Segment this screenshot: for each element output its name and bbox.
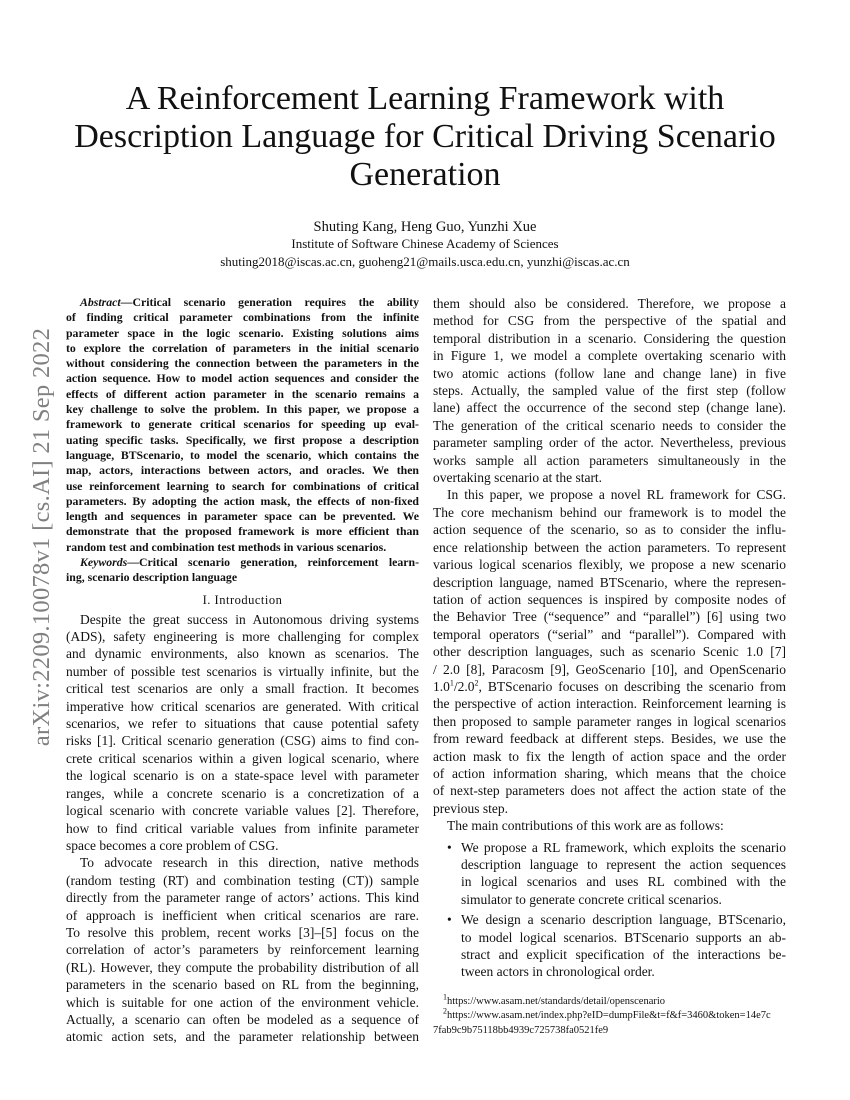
abstract-line: —Critical scenario generation requires the ability	[120, 295, 419, 309]
keywords-line: —Critical scenario generation, reinforcement learn-	[127, 555, 419, 570]
intro-paragraph-2	[66, 854, 419, 1045]
text-line: The generation of the critical scenario needs to consider the	[433, 417, 786, 433]
right-paragraph-2	[433, 486, 786, 817]
text-line: To advocate research in this direction, native methods	[80, 855, 419, 871]
arxiv-watermark: arXiv:2209.10078v1 [cs.AI] 21 Sep 2022	[28, 327, 55, 747]
text-line: ranges, while a concrete scenario is a concretization of a	[66, 785, 419, 801]
text-line: We propose a RL framework, which exploits the scenario	[461, 839, 786, 855]
contributions-list	[433, 839, 786, 981]
footnote-ref-1[interactable]: 1	[449, 678, 454, 688]
text-line: tation of action sequences is inspired by composite nodes of	[433, 591, 786, 607]
abstract-line: effects of different action parameter in the scenario remains a	[66, 386, 419, 401]
keywords-label: Keywords	[80, 555, 128, 570]
text-line: steps. Actually, the sampled value of the first step (follow	[433, 383, 786, 399]
text-line: method for CSG from the perspective of the spatial and	[433, 313, 786, 329]
text-line: in logical scenarios and uses RL combined with the	[461, 874, 786, 890]
list-item	[433, 911, 786, 981]
version-text: 1.0	[433, 678, 450, 694]
text-line: the perspective of action interaction. Reinforcement learning is	[433, 696, 786, 712]
abstract-line: uating specific tasks. Specifically, we first propose a description	[66, 432, 419, 447]
keywords-line: ing, scenario description language	[66, 570, 238, 585]
text-fragment: , BTScenario focuses on describing the scenario from	[478, 678, 786, 694]
text-line: We design a scenario description language, BTScenario,	[461, 912, 786, 928]
title-line: A Reinforcement Learning Framework with	[125, 80, 725, 117]
text-line: risks [1]. Critical scenario generation (CSG) aims to find con-	[66, 733, 419, 749]
text-line: crete critical scenarios within a given logical scenario, where	[66, 750, 419, 766]
text-line: The core mechanism behind our framework is to model the	[433, 504, 786, 520]
text-line: (random testing (RT) and combination testing (CT)) sample	[66, 872, 419, 888]
footnotes	[433, 992, 786, 1039]
text-line: from reward feedback at different steps. Besides, we use the	[433, 731, 786, 747]
text-line: which is suitable for one action of the environment vehicle.	[66, 994, 419, 1010]
abstract-label: Abstract	[80, 295, 121, 309]
author-emails: shuting2018@iscas.ac.cn, guoheng21@mails.usca.edu.cn, yunzhi@iscas.ac.cn	[220, 254, 630, 269]
abstract-line: language, BTScenario, to model the scenario, which contains the	[66, 447, 419, 462]
text-line: previous step.	[433, 800, 508, 816]
right-paragraph-1	[433, 295, 786, 486]
text-line: then proposed to sample parameter ranges in logical scenarios	[433, 713, 786, 729]
abstract-line: random test and combination test methods in various scenarios.	[66, 539, 387, 554]
text-line: the Behavior Tree (“sequence” and “parallel”) [6] using two	[433, 609, 786, 625]
text-line: two atomic actions (follow lane and change lane) in five	[433, 365, 786, 381]
right-column	[433, 295, 786, 1038]
abstract-line: without considering the connection between the parameters in the	[66, 356, 419, 371]
text-line: to model logical scenarios. BTScenario supports an ab-	[461, 929, 786, 945]
text-line: imperative how critical scenarios are generated. With critical	[66, 698, 419, 714]
text-line: description language, named BTScenario, where the represen-	[433, 574, 786, 590]
contributions-intro: The main contributions of this work are as follows:	[447, 818, 724, 834]
text-line: directly from the parameter range of actors’ actions. This kind	[66, 890, 419, 906]
bullet-icon: •	[447, 912, 452, 928]
text-line: lane) affect the occurrence of the second step (change lane).	[433, 400, 786, 416]
text-line: action mask to fix the length of action space and the order	[433, 748, 786, 764]
abstract	[66, 295, 419, 586]
text-line: of action information sharing, which means that the choice	[433, 765, 786, 781]
left-column	[66, 295, 419, 1046]
text-line: them should also be considered. Therefore, we propose a	[433, 296, 786, 311]
text-line: works sample all action parameters simultaneously in the	[433, 452, 786, 468]
footnote-1	[433, 992, 786, 1010]
abstract-line: key challenge to solve the problem. In this paper, we propose a	[66, 402, 419, 417]
abstract-line: action sequence. How to model action sequences and consider the	[66, 371, 419, 386]
text-line: tween actors in chronological order.	[461, 964, 655, 980]
text-line: description language to represent the action sequences	[461, 857, 786, 872]
abstract-line: framework to generate critical scenarios for speeding up eval-	[66, 417, 419, 432]
text-line: how to find critical variable values from infinite parameter	[66, 820, 419, 836]
text-line: in Figure 1, we model a complete overtaking scenario with	[433, 348, 786, 364]
intro-paragraph-1	[66, 611, 419, 855]
footnote-link[interactable]: https://www.asam.net/standards/detail/openscenario	[447, 995, 666, 1007]
text-line: parameter sampling order of the actor. Nevertheless, previous	[433, 435, 786, 451]
text-line: of approach is inefficient when critical scenarios are rare.	[66, 907, 419, 923]
text-line: temporal operators (“serial” and “parallel”). Compared with	[433, 626, 786, 642]
text-line: number of possible test scenarios is virtually infinite, but the	[66, 663, 419, 679]
abstract-line: use reinforcement learning to search for combinations of critical	[66, 478, 419, 493]
version-text: /2.0	[453, 678, 475, 694]
text-line: and dynamic environments, also known as scenarios. The	[66, 646, 419, 662]
text-line: To resolve this problem, recent works [3]–[5] focus on the	[66, 924, 419, 940]
text-line: simulator to generate concrete critical scenarios.	[461, 891, 722, 907]
footnote-2-continued[interactable]: 7fab9c9b75118bb4939c725738fa0521fe9	[433, 1024, 609, 1036]
text-line: In this paper, we propose a novel RL framework for CSG.	[447, 487, 786, 503]
text-line: ence relationship between the action parameters. To represent	[433, 539, 786, 555]
text-line: critical test scenarios are only a small fraction. It becomes	[66, 681, 419, 697]
text-line: (ADS), safety engineering is more challenging for complex	[66, 629, 419, 645]
footnote-2	[433, 1006, 786, 1024]
text-line: Actually, a scenario can often be modeled as a sequence of	[66, 1011, 419, 1027]
text-line: various logical scenarios flexibly, we propose a new scenario	[433, 557, 786, 573]
text-line: (RL). However, they compute the probability distribution of all	[66, 959, 419, 975]
title-line: Generation	[349, 156, 501, 193]
abstract-line: map, actors, interactions between actors, and oracles. We then	[66, 463, 419, 478]
text-line: parameters in the scenario based on RL from the beginning,	[66, 977, 419, 993]
abstract-line: parameter space in the logic scenario. Existing solutions aims	[66, 325, 419, 340]
text-line: of next-step parameters does not affect the action state of the	[433, 783, 786, 799]
text-line: / 2.0 [8], Paracosm [9], GeoScenario [10], and OpenScenario	[433, 661, 786, 677]
abstract-line: length and sequences in parameter space can be prevented. We	[66, 509, 419, 524]
text-line: Despite the great success in Autonomous driving systems	[80, 611, 419, 627]
authors: Shuting Kang, Heng Guo, Yunzhi Xue	[313, 219, 537, 235]
text-line: logical scenario with concrete variable values [2]. Therefore,	[66, 803, 419, 819]
bullet-icon: •	[447, 839, 452, 855]
abstract-line: to explore the correlation of parameters in the initial scenario	[66, 340, 419, 355]
text-line: space becomes a core problem of CSG.	[66, 837, 279, 853]
text-line: action sequence of the scenario, so as to consider the influ-	[433, 522, 786, 538]
footnote-link[interactable]: https://www.asam.net/index.php?eID=dumpFile&t=f&f=3460&token=14e7c	[447, 1010, 771, 1022]
text-line: correlation of actor’s parameters by reinforcement learning	[66, 942, 419, 958]
section-heading: I. Introduction	[202, 592, 283, 607]
list-item	[433, 839, 786, 909]
footnote-mark: 2	[443, 1006, 447, 1016]
text-line: stract and explicit specification of the interactions be-	[461, 947, 786, 963]
footnote-mark: 1	[443, 992, 447, 1002]
footnote-ref-2[interactable]: 2	[474, 678, 479, 688]
text-line: atomic action sets, and the parameter relationship between	[66, 1029, 419, 1045]
abstract-line: of finding critical parameter combinations from the infinite	[66, 310, 419, 325]
title-line: Description Language for Critical Driving Scenario	[74, 118, 776, 155]
abstract-line: parameters. By adopting the action mask, the effects of non-fixed	[66, 493, 419, 508]
abstract-line: demonstrate that the proposed framework is more efficient than	[66, 524, 419, 539]
text-line: the logical scenario is on a state-space level with parameter	[66, 768, 419, 784]
affiliation: Institute of Software Chinese Academy of Sciences	[291, 236, 559, 251]
text-line: scenarios, we refer to situations that cause potential safety	[66, 716, 419, 732]
text-line	[433, 678, 786, 695]
paper-title	[40, 80, 810, 194]
text-line: temporal distribution in a scenario. Considering the question	[433, 330, 786, 346]
text-line: other description languages, such as scenario Scenic 1.0 [7]	[433, 644, 786, 660]
text-line: overtaking scenario at the start.	[433, 470, 603, 486]
